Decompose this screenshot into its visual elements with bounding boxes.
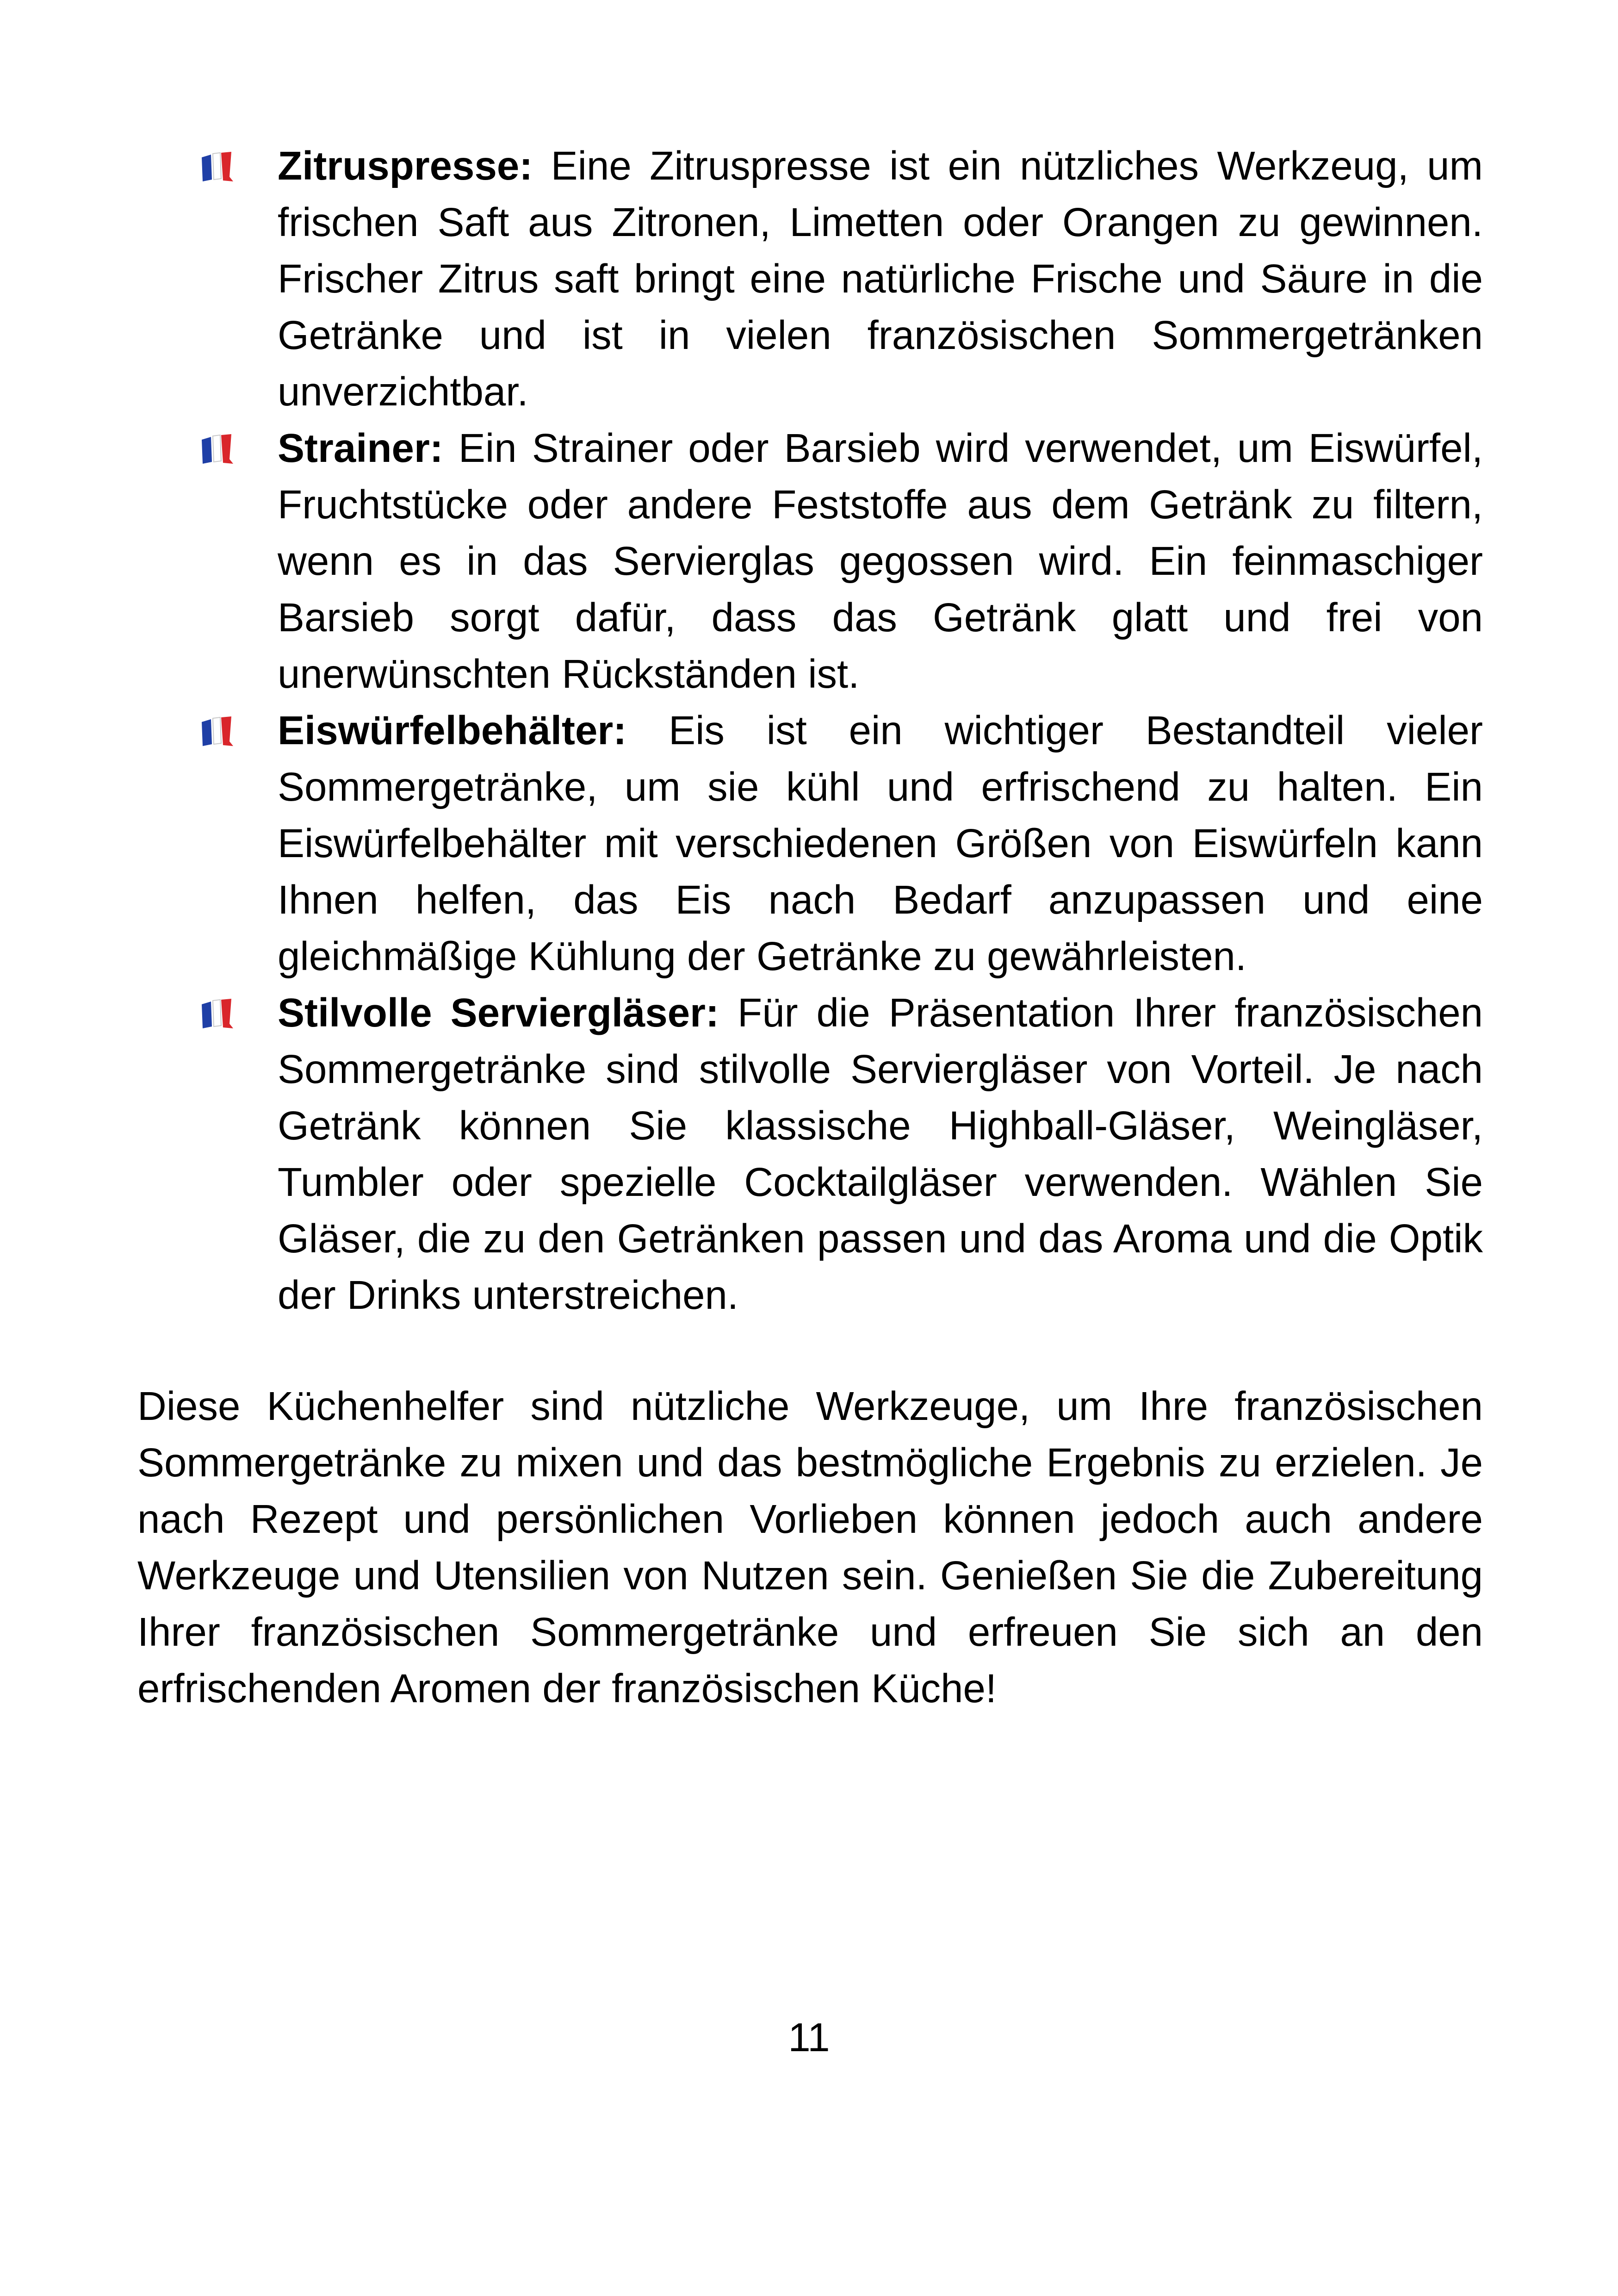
item-term: Stilvolle Serviergläser: [278, 990, 719, 1035]
list-item-serviergläser [199, 985, 1483, 1324]
item-description: Eis ist ein wichtiger Bestandteil vieler Sommergetränke, um sie kühl und erfrischend zu halten. Ein Eiswürfelbehälter mit verschiedenen Größen von Eiswürfeln kann Ihnen helfen, das Eis nach Bedarf anzupassen und eine gleichmäßige Kühlung der Getränke zu gewährleisten. [278, 708, 1483, 979]
list-item-zitruspresse [199, 138, 1483, 420]
item-description: Eine Zitruspresse ist ein nützliches Werkzeug, um frischen Saft aus Zitronen, Limetten oder Orangen zu gewinnen. Frischer Zitrus saft bringt eine natürliche Frische und Säure in die Getränke und ist in vielen französischen Sommergetränken unverzichtbar. [278, 143, 1483, 414]
french-flag-bullet-icon [199, 998, 237, 1030]
list-item-strainer [199, 420, 1483, 703]
closing-paragraph: Diese Küchenhelfer sind nützliche Werkzeuge, um Ihre französischen Sommergetränke zu mixen und das bestmögliche Ergebnis zu erzielen. Je nach Rezept und persönlichen Vorlieben können jedoch auch andere Werkzeuge und Utensilien von Nutzen sein. Genießen Sie die Zubereitung Ihrer französischen Sommergetränke und erfreuen Sie sich an den erfrischenden Aromen der französischen Küche! [137, 1384, 1483, 1711]
french-flag-bullet-icon [199, 716, 237, 748]
list-item-eiswuerfelbehaelter [199, 703, 1483, 985]
kitchen-tools-list [199, 138, 1483, 1324]
item-term: Eiswürfelbehälter: [278, 708, 627, 753]
page-number: 11 [788, 2015, 830, 2060]
item-term: Strainer: [278, 426, 443, 471]
item-description: Für die Präsentation Ihrer französischen Sommergetränke sind stilvolle Serviergläser von Vorteil. Je nach Getränk können Sie klassische Highball-Gläser, Weingläser, Tumbler oder spezielle Cocktailgläser verwenden. Wählen Sie Gläser, die zu den Getränken passen und das Aroma und die Optik der Drinks unterstreichen. [278, 990, 1483, 1318]
french-flag-bullet-icon [199, 433, 237, 466]
item-term: Zitruspresse: [278, 143, 533, 188]
french-flag-bullet-icon [199, 151, 237, 183]
item-description: Ein Strainer oder Barsieb wird verwendet, um Eiswürfel, Fruchtstücke oder andere Feststoffe aus dem Getränk zu filtern, wenn es in das Servierglas gegossen wird. Ein feinmaschiger Barsieb sorgt dafür, dass das Getränk glatt und frei von unerwünschten Rückständen ist. [278, 426, 1483, 697]
